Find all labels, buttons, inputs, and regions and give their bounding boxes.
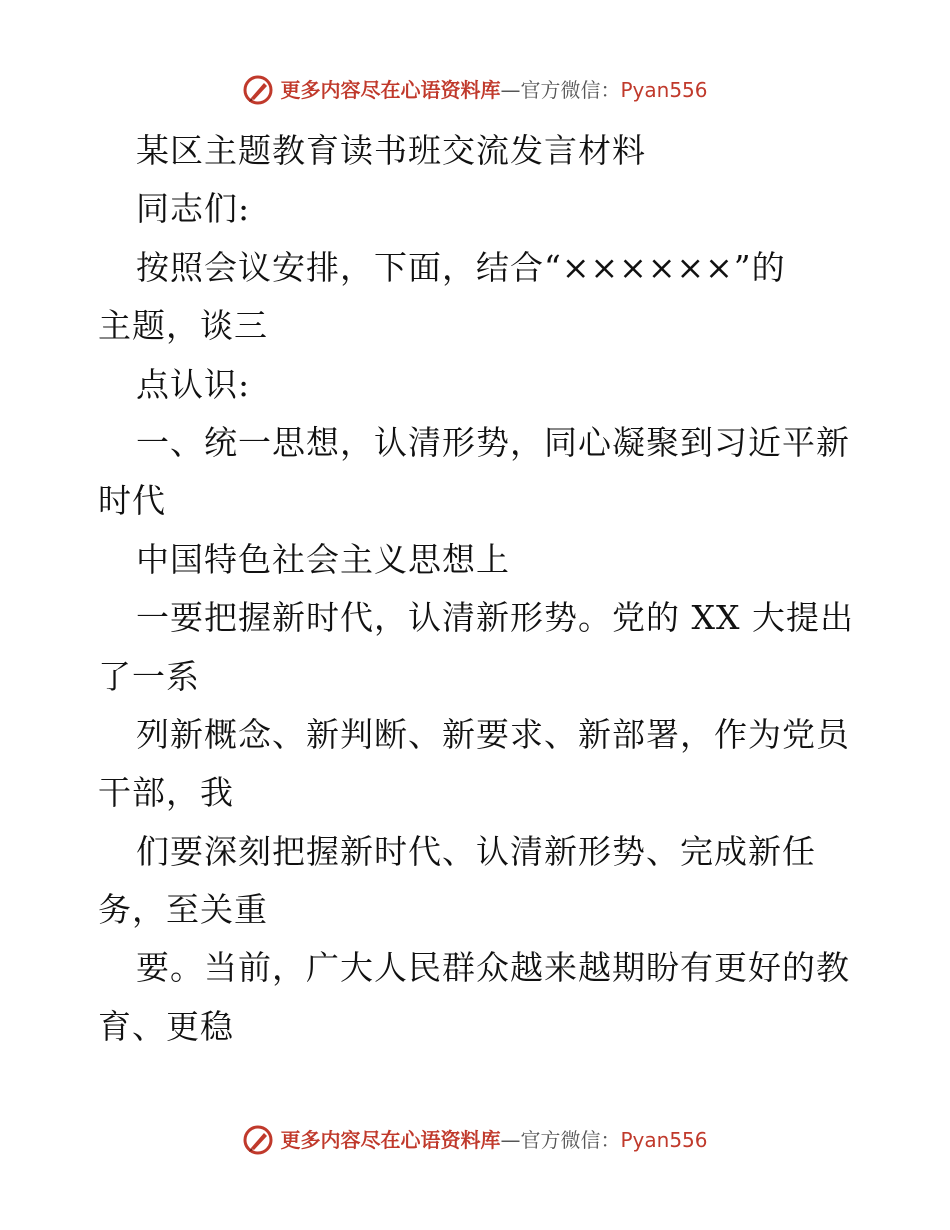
header-watermark: [0, 74, 950, 106]
text-line: 务，至关重: [98, 890, 268, 930]
document-body: [98, 122, 858, 1056]
text-line: 中国特色社会主义思想上: [136, 539, 510, 579]
text-line: 们要深刻把握新时代、认清新形势、完成新任: [136, 831, 816, 871]
watermark-wechat-label: —官方微信：: [500, 78, 621, 102]
document-title: 某区主题教育读书班交流发言材料: [136, 131, 646, 170]
salutation: 同志们:: [136, 189, 251, 229]
section-heading-cont: 时代: [98, 481, 166, 521]
text-line: 列新概念、新判断、新要求、新部署，作为党员: [136, 714, 850, 754]
watermark-slogan: 更多内容尽在心语资料库: [280, 1128, 501, 1152]
text-line: 育、更稳: [98, 1006, 234, 1046]
text-line: 点认识:: [136, 364, 251, 404]
watermark-brand: Pyan556: [620, 1128, 708, 1152]
watermark-brand: Pyan556: [620, 78, 708, 102]
watermark-wechat-label: —官方微信：: [500, 1128, 621, 1152]
text-line: 按照会议安排，下面，结合“××××××”的: [136, 247, 786, 287]
text-line: 主题，谈三: [98, 306, 268, 346]
watermark-slogan: 更多内容尽在心语资料库: [280, 78, 501, 102]
text-line: 一要把握新时代，认清新形势。党的 XX 大提出: [136, 598, 854, 638]
quill-logo-icon: [242, 1124, 274, 1156]
text-line: 要。当前，广大人民群众越来越期盼有更好的教: [136, 948, 850, 988]
quill-logo-icon: [242, 74, 274, 106]
section-heading: 一、统一思想，认清形势，同心凝聚到习近平新: [136, 422, 850, 462]
text-line: 了一系: [98, 656, 200, 696]
text-line: 干部，我: [98, 773, 234, 813]
footer-watermark: [0, 1124, 950, 1156]
